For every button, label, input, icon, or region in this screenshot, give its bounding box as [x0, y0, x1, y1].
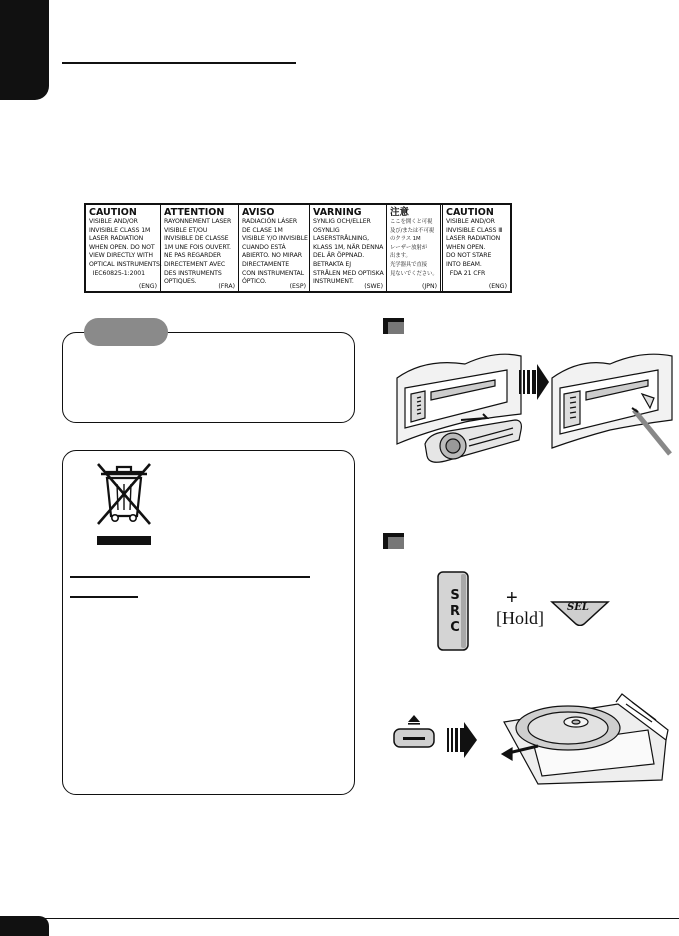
arrow-right-icon [519, 360, 549, 404]
text-underline [70, 596, 138, 598]
label-title: ATTENTION [164, 207, 225, 218]
label-title: VARNING [313, 207, 362, 218]
label-title: CAUTION [89, 207, 137, 218]
label-lang: (JPN) [421, 283, 437, 290]
label-text: ここを開くと可視 及び/または不可視 のクラス 1M レーザー放射が 出ます。 光学器具で直接 見ないでください。 [390, 219, 438, 277]
hold-label: [Hold] [496, 608, 544, 628]
disc-eject-illustration [498, 684, 670, 786]
label-text: VISIBLE AND/OR INVISIBLE CLASS 1M LASER RADIATION WHEN OPEN. DO NOT VIEW DIRECTLY WITH OPTICAL INSTRUMENTS. IEC60825-1:2001 [89, 218, 162, 277]
label-lang: (ENG) [138, 283, 157, 290]
footer-rule [0, 918, 679, 919]
src-letter: S [450, 588, 460, 603]
label-text: RADIACIÓN LÁSER DE CLASE 1M VISIBLE Y/O INVISIBLE CUANDO ESTÁ ABIERTO. NO MIRAR DIRECTAMENTE CON INSTRUMENTAL ÓPTICO. [242, 218, 308, 286]
label-cell-swe [310, 205, 387, 291]
text-underline [70, 576, 310, 578]
label-lang: (ENG) [488, 283, 507, 290]
laser-caution-label [84, 203, 512, 293]
label-cell-esp [239, 205, 310, 291]
src-letter: R [449, 604, 460, 619]
label-lang: (ESP) [289, 283, 306, 290]
plus-sign: + [506, 587, 518, 609]
eject-button[interactable] [392, 713, 436, 749]
label-title: CAUTION [446, 207, 494, 218]
label-text: VISIBLE AND/OR INVISIBLE CLASS Ⅲ LASER RADIATION WHEN OPEN. DO NOT STARE INTO BEAM. FDA 21 CFR [446, 218, 503, 277]
notice-badge [84, 318, 168, 346]
label-cell-eng [86, 205, 161, 291]
section-marker [383, 533, 404, 549]
label-cell-fra [161, 205, 239, 291]
eject-icon [408, 715, 420, 722]
language-tab [0, 0, 49, 100]
faceplate-removal-illustration [395, 348, 523, 472]
label-cell-fda [443, 205, 510, 291]
src-letter: C [450, 620, 460, 635]
label-text: SYNLIG OCH/ELLER OSYNLIG LASERSTRÅLNING, KLASS 1M, NÄR DENNA DEL ÄR ÖPPNAD. BETRAKTA EJ STRÅLEN MED OPTISKA INSTRUMENT. [313, 218, 384, 286]
label-text: RAYONNEMENT LASER VISIBLE ET/OU INVISIBLE DE CLASSE 1M UNE FOIS OUVERT. NE PAS REGARDER DIRECTEMENT AVEC DES INSTRUMENTS OPTIQUES. [164, 218, 232, 286]
heading-underline [62, 62, 296, 64]
reset-button-illustration [550, 350, 674, 468]
crossed-bin-icon [92, 460, 156, 548]
arrow-right-icon [447, 720, 477, 760]
sel-button-label: SEL [567, 602, 589, 613]
label-lang: (FRA) [218, 283, 235, 290]
section-marker [383, 318, 404, 334]
label-title: AVISO [242, 207, 275, 218]
label-lang: (SWE) [364, 283, 383, 290]
label-cell-jpn [387, 205, 443, 291]
page-number-tab [0, 916, 49, 936]
label-title: 注意 [390, 207, 410, 218]
